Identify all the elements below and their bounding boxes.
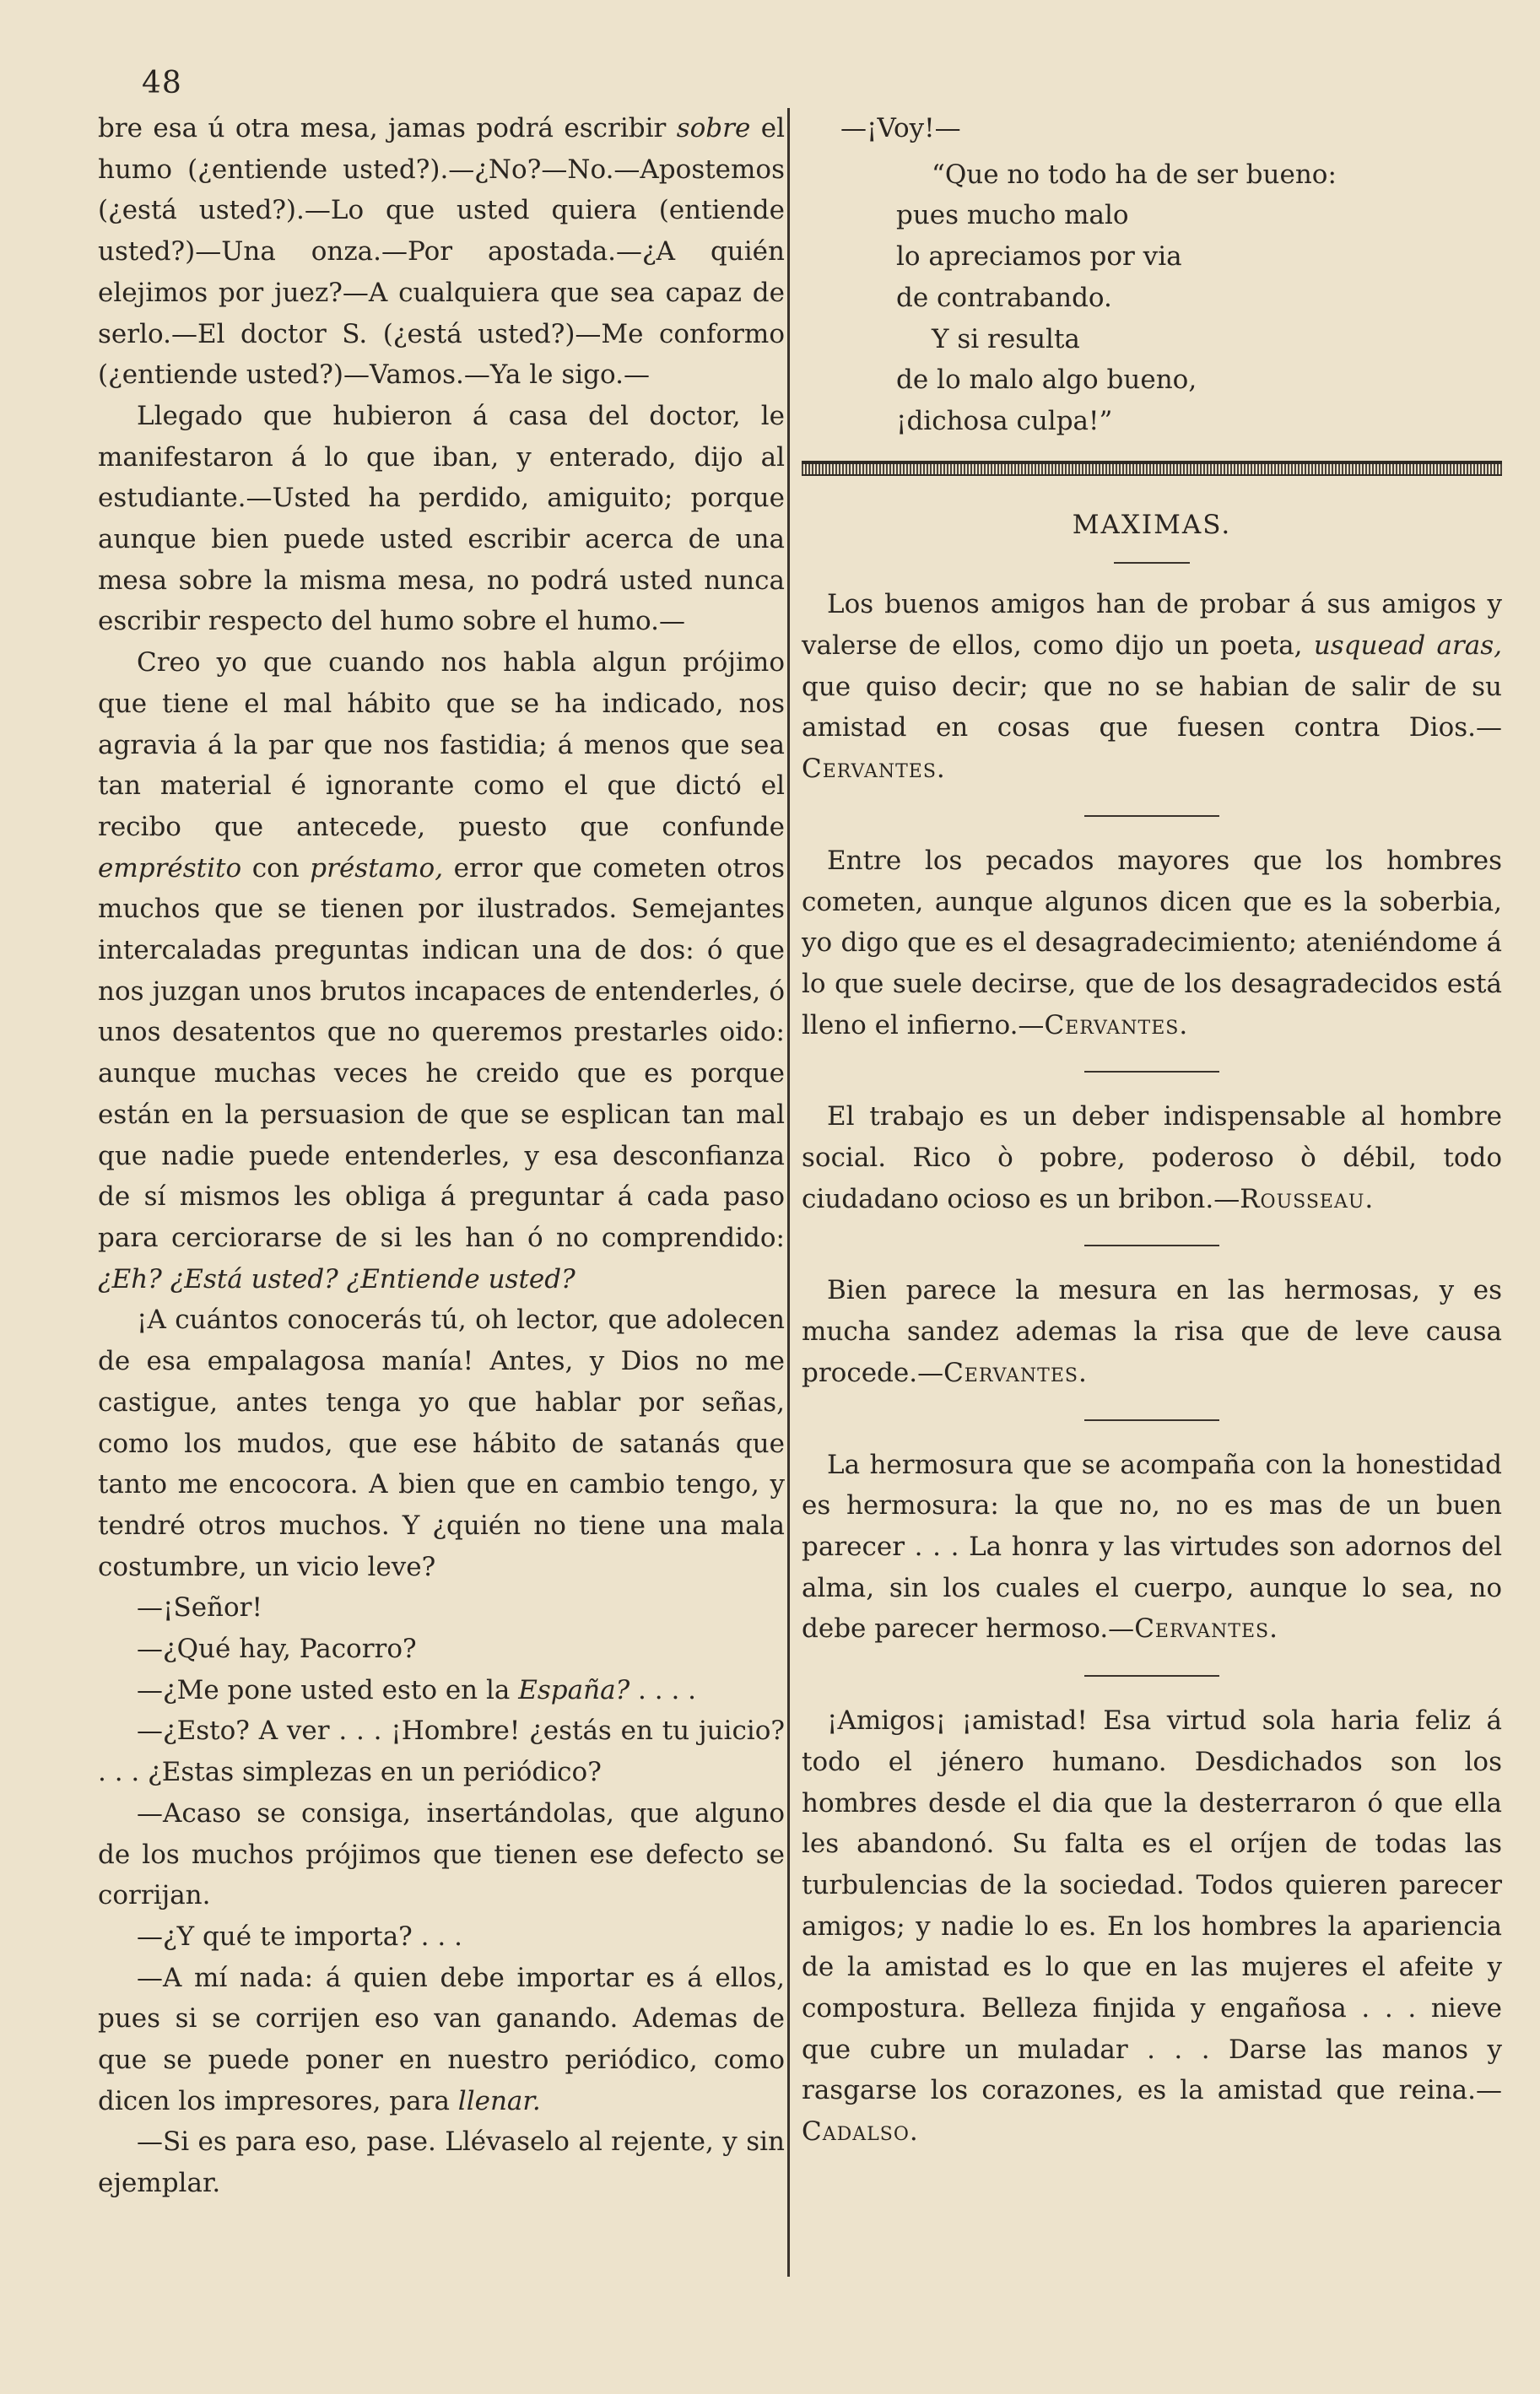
column-divider: [787, 108, 790, 2277]
section-rule: [802, 461, 1502, 476]
title-rule: [1114, 562, 1190, 564]
dialogue-line: —¿Me pone usted esto en la España? . . . .: [137, 1674, 697, 1705]
maxim: Entre los pecados mayores que los hombres cometen, aunque algunos dicen que es la soberbia, yo digo que es el desagradecimiento; ateniéndome á lo que suele decirse, que de los desagradecidos está lleno el infierno.—Cervantes.: [802, 845, 1502, 1040]
dialogue-line: —¡Voy!—: [840, 113, 961, 143]
maxim-separator: [1084, 1419, 1219, 1421]
left-column: [98, 108, 785, 2204]
dialogue-line: —¿Esto? A ver . . . ¡Hombre! ¿estás en tu juicio? . . . ¿Estas simplezas en un periódico?: [98, 1716, 785, 1788]
section-title: MAXIMAS.: [1072, 509, 1232, 540]
dialogue-line: —¿Qué hay, Pacorro?: [137, 1634, 417, 1665]
paragraph-continuation: bre esa ú otra mesa, jamas podrá escribir sobre el humo (¿entiende usted?).—¿No?—No.—Apostemos (¿está usted?).—Lo que usted quiera (entiende usted?)—Una onza.—Por apostada.—¿A quién elejimos por juez?—A cualquiera que sea capaz de serlo.—El doctor S. (¿está usted?)—Me conformo (¿entiende usted?)—Vamos.—Ya le sigo.—: [98, 113, 785, 391]
right-column: [802, 108, 1502, 2153]
verse-line: de contrabando.: [896, 282, 1112, 313]
verse-line: de lo malo algo bueno,: [896, 365, 1197, 396]
verse-line: “Que no todo ha de ser bueno:: [932, 159, 1337, 190]
verse-line: ¡dichosa culpa!”: [896, 405, 1113, 436]
maxim: La hermosura que se acompaña con la honestidad es hermosura: la que no, no es mas de un buen parecer . . . La honra y las virtudes son adornos del alma, sin los cuales el cuerpo, aunque lo sea, no debe parecer hermoso.—Cervantes.: [802, 1449, 1502, 1645]
dialogue-line: —A mí nada: á quien debe importar es á ellos, pues si se corrijen eso van ganando. Ademas de que se puede poner en nuestro periódico, como dicen los impresores, para llenar.: [98, 1962, 785, 2116]
dialogue-line: —¡Señor!: [137, 1592, 262, 1624]
maxim-author: Cervantes.: [1044, 1009, 1189, 1040]
maxim-separator: [1084, 815, 1219, 817]
maxim-separator: [1084, 1245, 1219, 1246]
verse-line: pues mucho malo: [896, 200, 1129, 231]
maxim-author: Cadalso.: [802, 2116, 919, 2148]
maxim: El trabajo es un deber indispensable al hombre social. Rico ò pobre, poderoso ò débil, todo ciudadano ocioso es un bribon.—Rousseau.: [802, 1101, 1502, 1214]
maxim: Bien parece la mesura en las hermosas, y es mucha sandez ademas la risa que de leve causa procede.—Cervantes.: [802, 1275, 1502, 1388]
maxim-separator: [1084, 1675, 1219, 1677]
maxim: Los buenos amigos han de probar á sus amigos y valerse de ellos, como dijo un poeta, usquead aras, que quiso decir; que no se habian de salir de su amistad en cosas que fuesen contra Dios.—Cervantes.: [802, 589, 1502, 785]
verse-line: Y si resulta: [932, 323, 1080, 354]
paragraph-doctor: Llegado que hubieron á casa del doctor, le manifestaron á lo que iban, y enterado, dijo al estudiante.—Usted ha perdido, amiguito; porque aunque bien puede usted escribir acerca de una mesa sobre la misma mesa, no podrá usted nunca escribir respecto del humo sobre el humo.—: [98, 400, 785, 637]
verse-block: [896, 154, 1502, 442]
page-number: 48: [142, 66, 182, 100]
maxim-author: Cervantes.: [943, 1357, 1088, 1388]
dialogue-line: —Acaso se consiga, insertándolas, que alguno de los muchos prójimos que tienen ese defecto se corrijan.: [98, 1797, 785, 1911]
maxim-author: Cervantes.: [802, 754, 946, 785]
maxim: ¡Amigos¡ ¡amistad! Esa virtud sola haria feliz á todo el jénero humano. Desdichados son los hombres desde el dia que la desterraron ó que ella les abandonó. Su falta es el oríjen de todas las turbulencias de la sociedad. Todos quieren parecer amigos; y nadie lo es. En los hombres la apariencia de la amistad es lo que en las mujeres el afeite y compostura. Belleza finjida y engañosa . . . nieve que cubre un muladar . . . Darse las manos y rasgarse los corazones, es la amistad que reina.—Cadalso.: [802, 1705, 1502, 2148]
paragraph-lector: ¡A cuántos conocerás tú, oh lector, que adolecen de esa empalagosa manía! Antes, y Dios no me castigue, antes tenga yo que hablar por señas, como los mudos, que ese hábito de satanás que tanto me encocora. A bien que en cambio tengo, y tendré otros muchos. Y ¿quién no tiene una mala costumbre, un vicio leve?: [98, 1305, 785, 1582]
maxim-separator: [1084, 1071, 1219, 1073]
maxim-author: Rousseau.: [1240, 1183, 1375, 1214]
dialogue-line: —Si es para eso, pase. Llévaselo al rejente, y sin ejemplar.: [98, 2126, 785, 2199]
maxim-author: Cervantes.: [1134, 1613, 1278, 1645]
verse-line: lo apreciamos por via: [896, 241, 1182, 273]
dialogue-line: —¿Y qué te importa? . . .: [137, 1921, 462, 1952]
paragraph-opinion: Creo yo que cuando nos habla algun prójimo que tiene el mal hábito que se ha indicado, nos agravia á la par que nos fastidia; á menos que sea tan material é ignorante como el que dictó el recibo que antecede, puesto que confunde empréstito con préstamo, error que cometen otros muchos que se tienen por ilustrados. Semejantes intercaladas preguntas indican una de dos: ó que nos juzgan unos brutos incapaces de entenderles, ó unos desatentos que no queremos prestarles oido: aunque muchas veces he creido que es porque están en la persuasion de que se esplican tan mal que nadie puede entenderles, y esa desconfianza de sí mismos les obliga á preguntar á cada paso para cerciorarse de si les han ó no comprendido: ¿Eh? ¿Está usted? ¿Entiende usted?: [98, 647, 785, 1294]
